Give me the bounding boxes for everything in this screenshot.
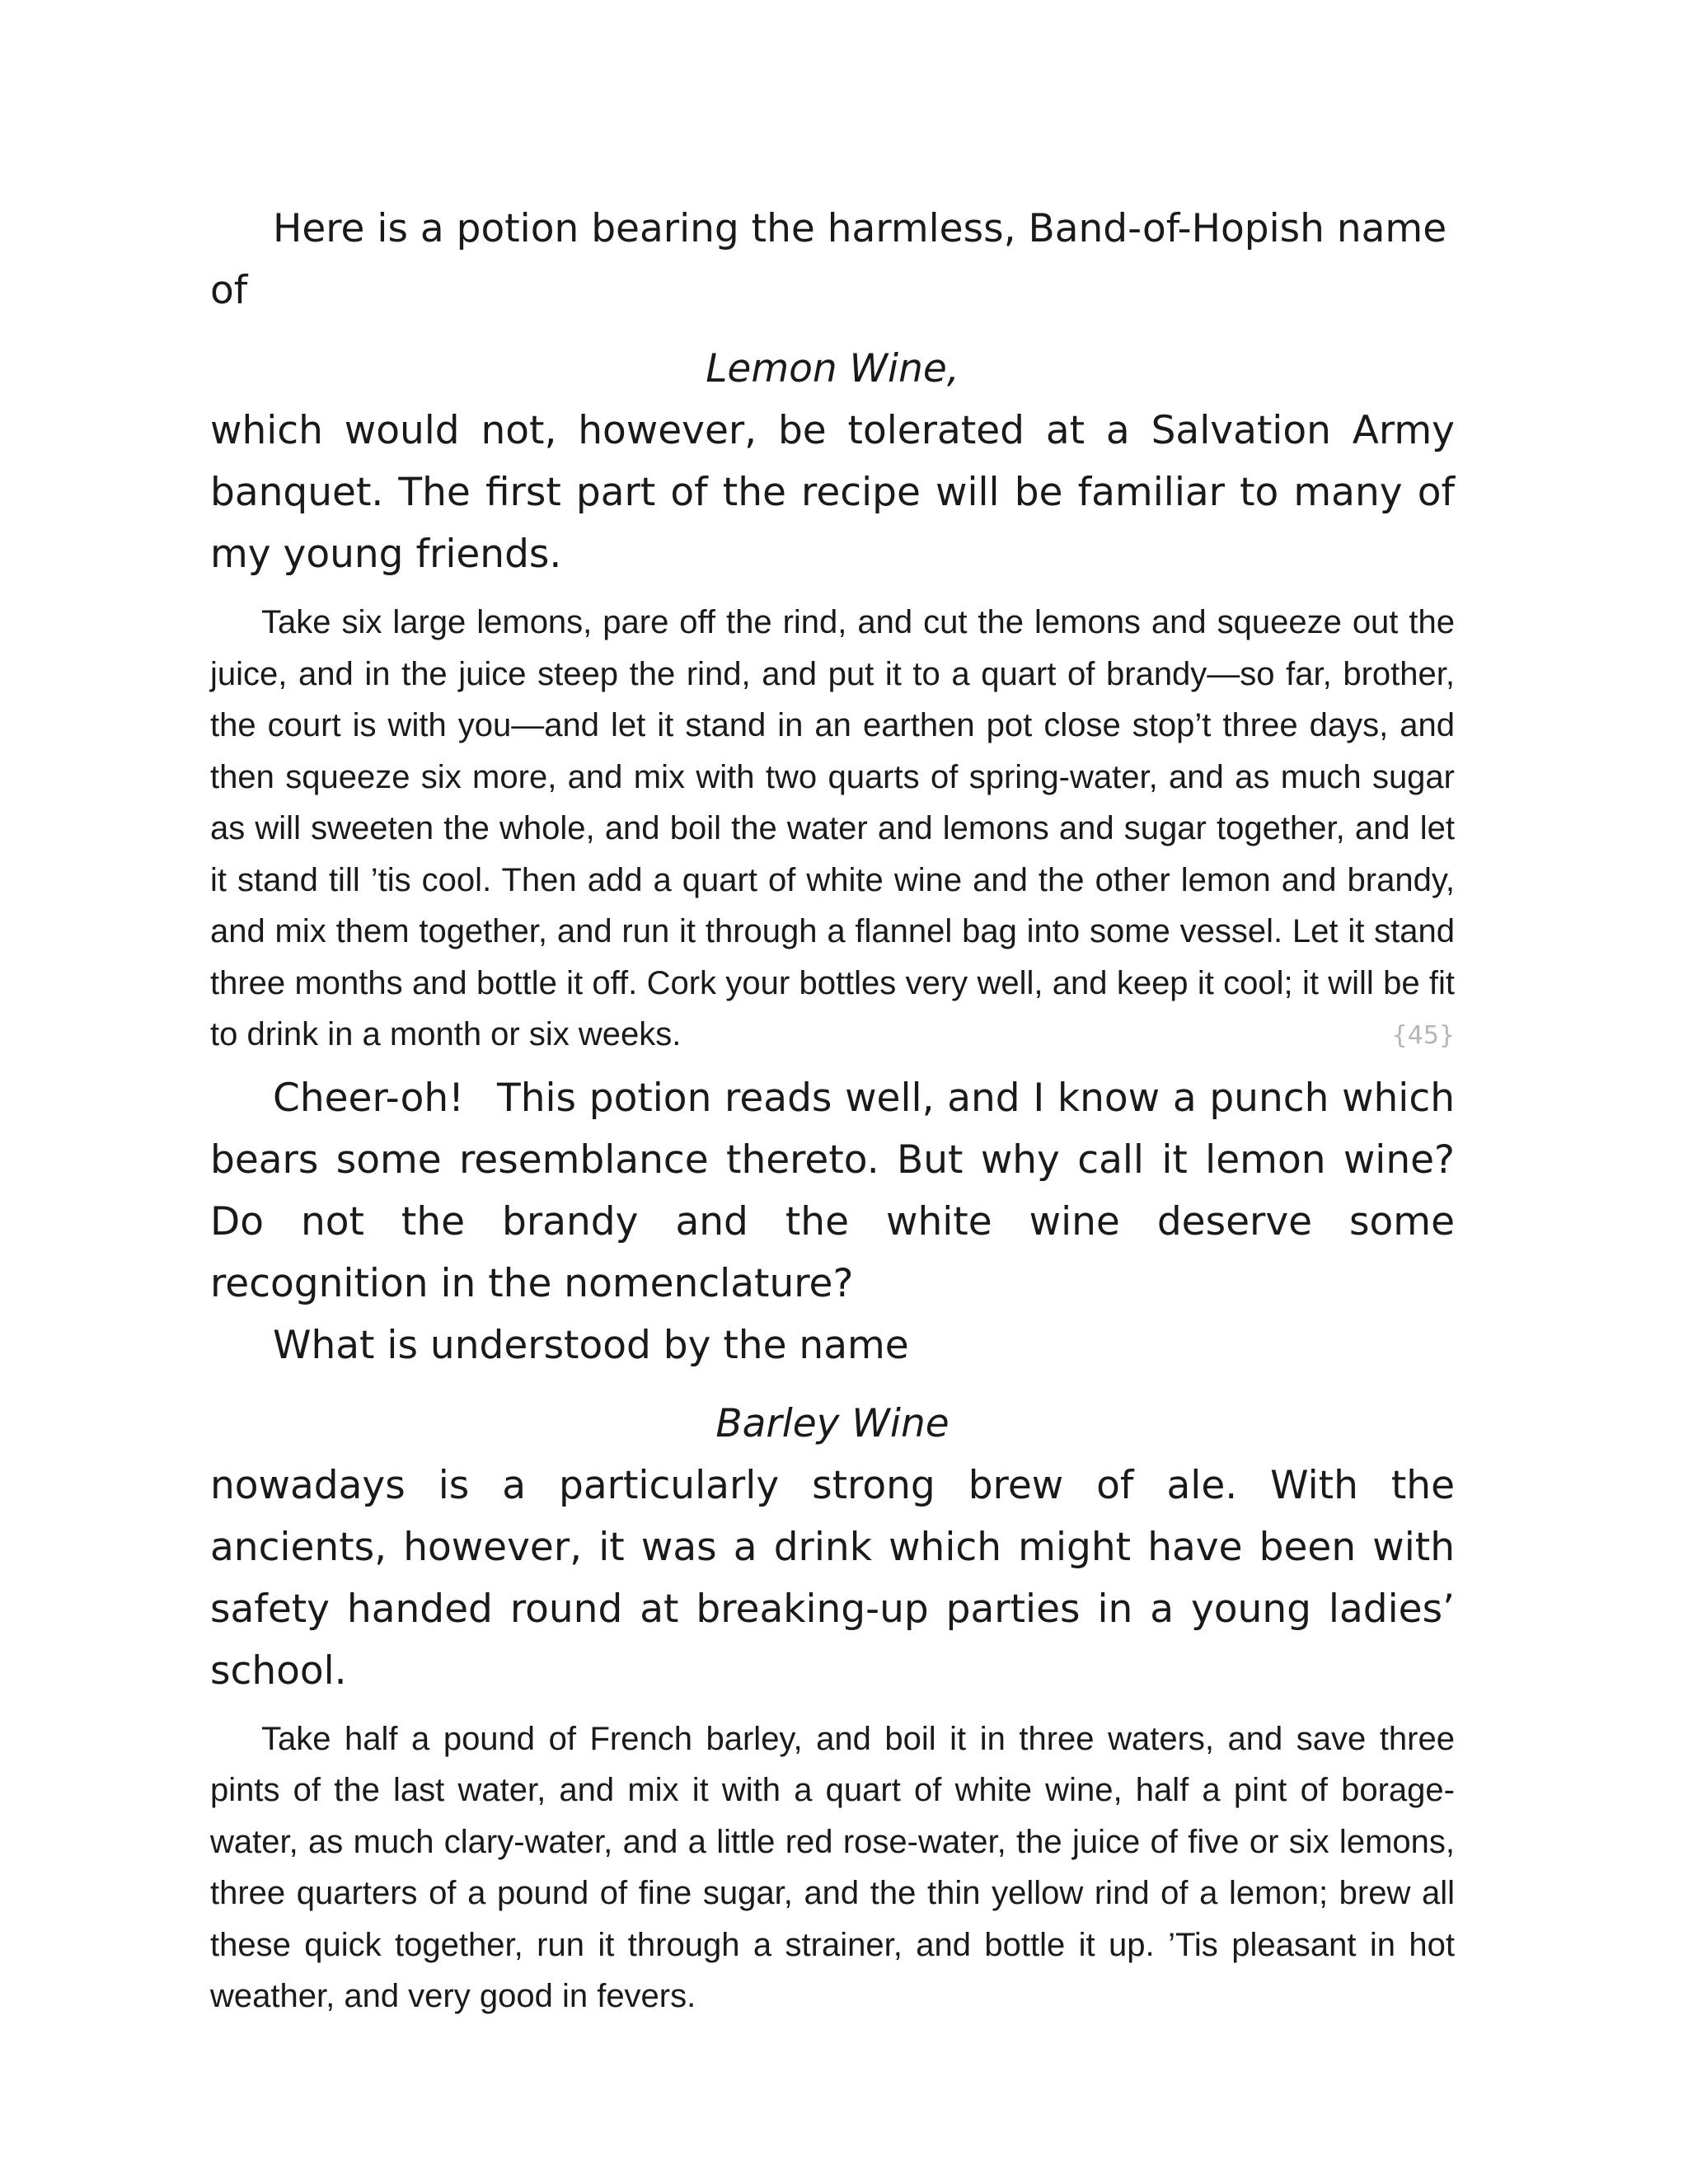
- document-page: [210, 198, 1455, 2022]
- cheer-paragraph: [210, 1067, 1455, 1315]
- lemon-recipe-text: Take six large lemons, pare off the rind, and cut the lemons and squeeze out the juice, and in the juice steep the rind, and put it to a quart of brandy—so far, brother, the court is with you—and let it stand in an earthen pot close stop’t three days, and then squeeze six more, and mix with two quarts of spring-water, and as much sugar as will sweeten the whole, and boil the water and lemons and sugar together, and let it stand till ’tis cool. Then add a quart of white wine and the other lemon and brandy, and mix them together, and run it through a flannel bag into some vessel. Let it stand three months and bottle it off. Cork your bottles very well, and keep it cool; it will be fit to drink in a month or six weeks.: [210, 604, 1455, 1052]
- barley-intro: What is understood by the name: [273, 1322, 909, 1368]
- barley-wine-recipe: Take half a pound of French barley, and boil it in three waters, and save three pints of the last water, and mix it with a quart of white wine, half a pint of borage-water, as much clary-water, and a little red rose-water, the juice of five or six lemons, three quarters of a pound of fine sugar, and the thin yellow rind of a lemon; brew all these quick together, run it through a strainer, and bottle it up. ’Tis pleasant in hot weather, and very good in fevers.: [210, 1720, 1455, 2014]
- page-number: {45}: [1391, 1021, 1455, 1050]
- heading-lemon-wine: Lemon Wine,: [706, 346, 959, 391]
- barley-continuation: nowadays is a particularly strong brew of ale. With the ancients, however, it was a drink which might have been with safety handed round at breaking-up parties in a young ladies’ school.: [210, 1462, 1455, 1694]
- cheer-exclaim: Cheer-oh!: [273, 1075, 464, 1121]
- heading-barley-wine: Barley Wine: [715, 1400, 950, 1446]
- lemon-wine-recipe: [210, 597, 1455, 1061]
- lemon-continuation: which would not, however, be tolerated at a Salvation Army banquet. The first part of the recipe will be familiar to many of my young friends.: [210, 408, 1455, 577]
- cheer-rest: This potion reads well, and I know a punch which bears some resemblance thereto. But why call it lemon wine? Do not the brandy and the white wine deserve some recognition in the nomenclature?: [210, 1075, 1455, 1306]
- intro-line: Here is a potion bearing the harmless, Band-of-Hopish name of: [210, 206, 1447, 313]
